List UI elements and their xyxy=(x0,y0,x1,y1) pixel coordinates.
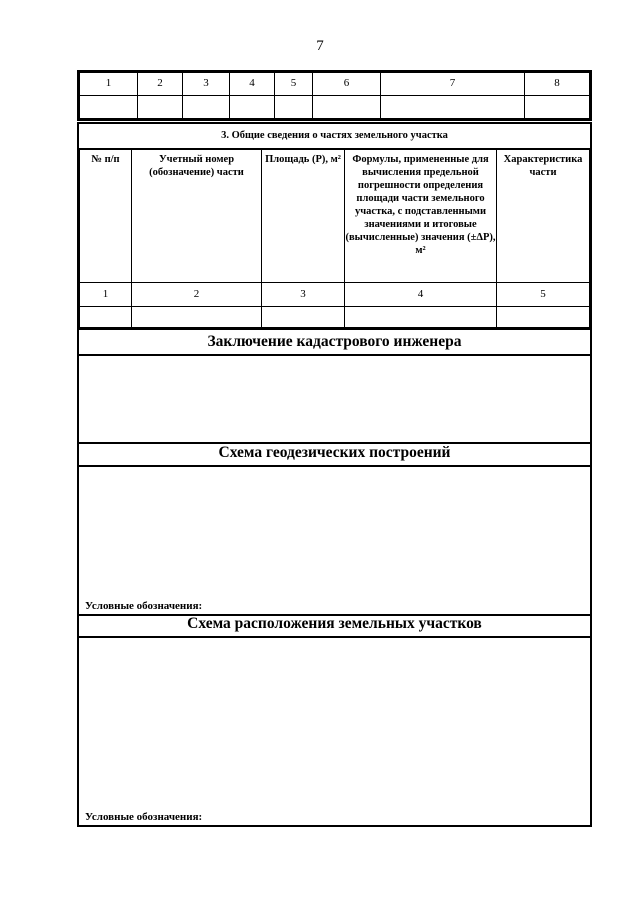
section-title: Схема расположения земельных участков xyxy=(79,612,590,638)
legend-label: Условные обозначения: xyxy=(85,811,203,823)
table-cell[interactable] xyxy=(381,96,525,119)
table-cell[interactable] xyxy=(132,307,262,328)
section-layout-scheme xyxy=(77,612,592,827)
column-number: 5 xyxy=(275,73,313,96)
column-number: 1 xyxy=(80,283,132,307)
table-cell[interactable] xyxy=(230,96,275,119)
legend-label: Условные обозначения: xyxy=(85,600,203,612)
table-cell[interactable] xyxy=(138,96,183,119)
section-title: 3. Общие сведения о частях земельного участка xyxy=(79,124,590,149)
section-title: Схема геодезических построений xyxy=(79,441,590,467)
top-continuation-table xyxy=(77,70,592,121)
table-cell[interactable] xyxy=(80,96,138,119)
table-header-row xyxy=(80,150,590,283)
column-header-characteristic: Характеристика части xyxy=(497,150,590,283)
section-conclusion xyxy=(77,328,592,444)
section-land-parts xyxy=(77,122,592,330)
column-header-formulas: Формулы, примененные для вычисления предельной погрешности определения площади части земельного участка, с подставленными значениями и итоговые (вычисленные) значения (±ΔР), м² xyxy=(345,150,497,283)
table-cell[interactable] xyxy=(262,307,345,328)
column-number: 3 xyxy=(183,73,230,96)
column-header-part-number: Учетный номер (обозначение) части xyxy=(132,150,262,283)
column-number-row xyxy=(80,283,590,307)
table-cell[interactable] xyxy=(275,96,313,119)
column-number: 5 xyxy=(497,283,590,307)
table-cell[interactable] xyxy=(313,96,381,119)
column-header-index: № п/п xyxy=(80,150,132,283)
table-row xyxy=(80,307,590,328)
column-number: 2 xyxy=(138,73,183,96)
table-cell[interactable] xyxy=(525,96,590,119)
layout-scheme-body[interactable] xyxy=(79,638,590,825)
table-cell[interactable] xyxy=(80,307,132,328)
conclusion-body[interactable] xyxy=(79,356,590,442)
table-cell[interactable] xyxy=(345,307,497,328)
column-number: 4 xyxy=(345,283,497,307)
column-number: 7 xyxy=(381,73,525,96)
section-geodetic-scheme xyxy=(77,441,592,616)
table-cell[interactable] xyxy=(497,307,590,328)
column-number: 8 xyxy=(525,73,590,96)
section-title: Заключение кадастрового инженера xyxy=(79,330,590,356)
table-cell[interactable] xyxy=(183,96,230,119)
page-number: 7 xyxy=(316,38,324,54)
column-number: 3 xyxy=(262,283,345,307)
table-header-row xyxy=(80,73,590,96)
table-row xyxy=(80,96,590,119)
column-number: 6 xyxy=(313,73,381,96)
column-number: 4 xyxy=(230,73,275,96)
column-number: 2 xyxy=(132,283,262,307)
column-header-area: Площадь (Р), м² xyxy=(262,150,345,283)
geodetic-scheme-body[interactable] xyxy=(79,467,590,614)
column-number: 1 xyxy=(80,73,138,96)
